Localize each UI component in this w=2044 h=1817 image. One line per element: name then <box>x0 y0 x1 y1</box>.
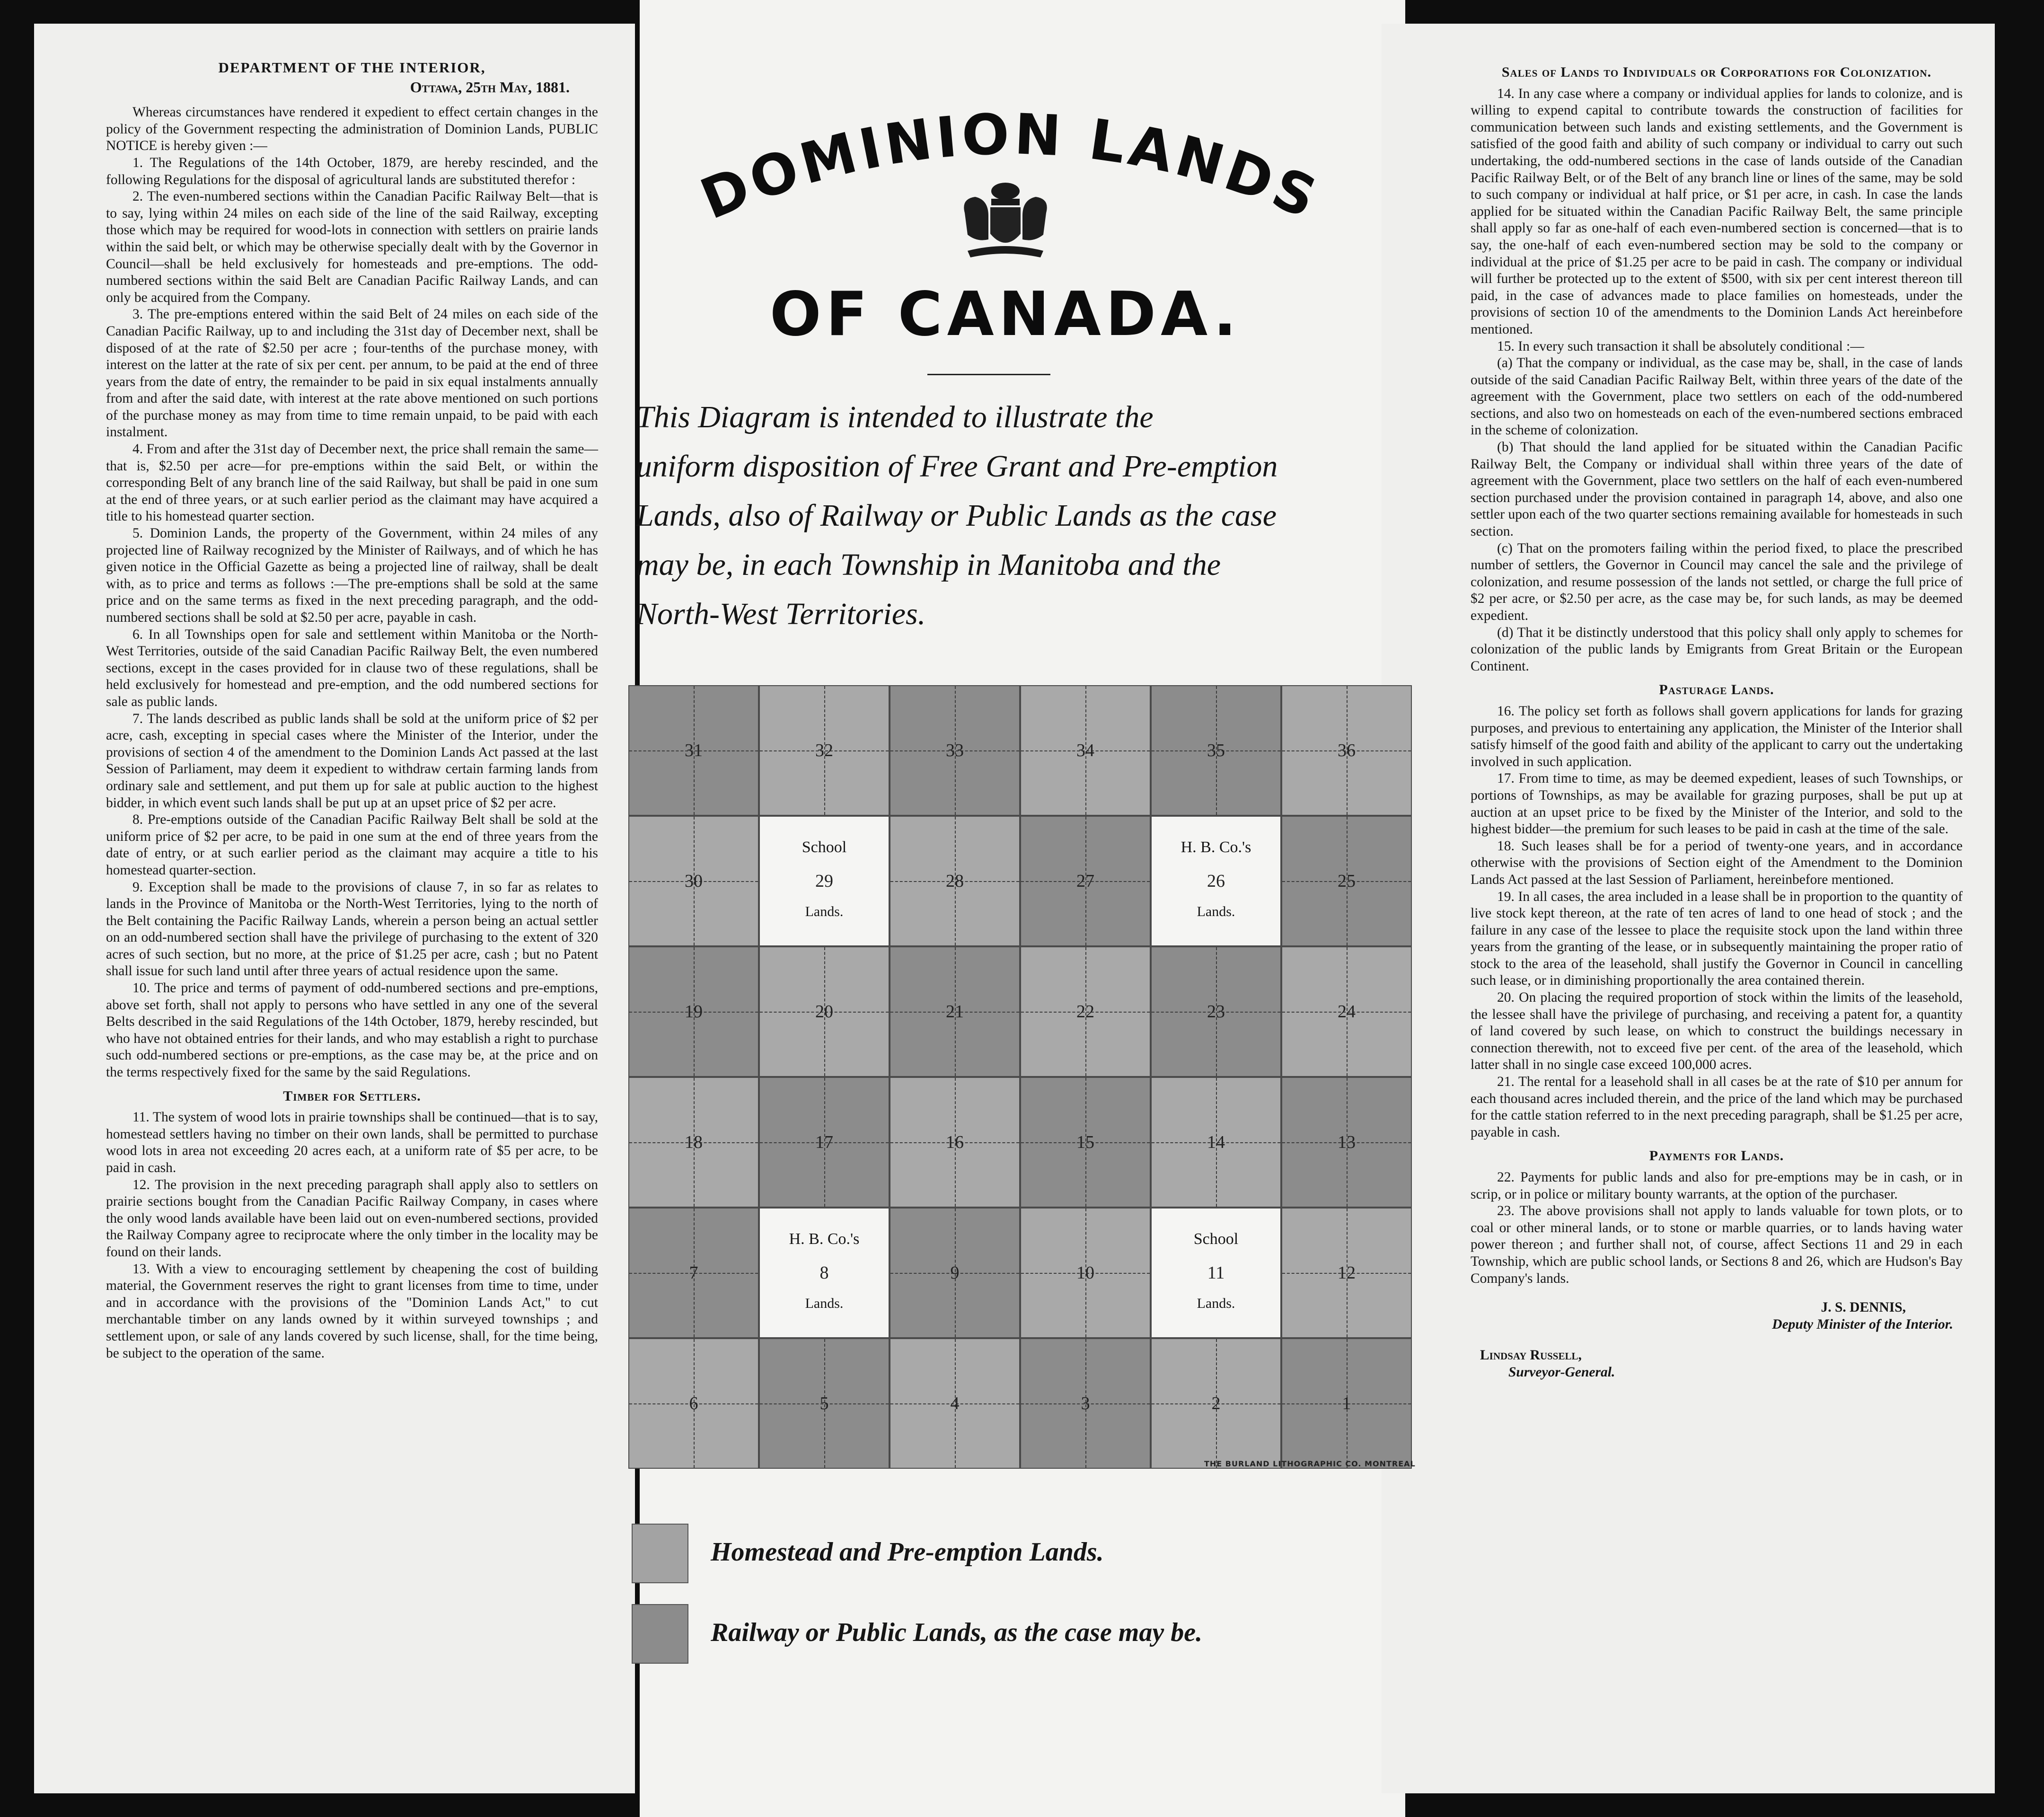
section-28 <box>890 816 1020 946</box>
title-divider <box>927 374 1050 375</box>
section-number: 13 <box>1338 1132 1356 1152</box>
section-number: 27 <box>1076 871 1094 891</box>
paragraph: 8. Pre-emptions outside of the Canadian Pacific Railway Belt shall be sold at the uniform price of $2 per acre, to be paid in one sum at the end of three years from the date of entry, or at such earlier period as the claimant may acquire a title to his homestead quarter-section. <box>106 812 598 878</box>
paragraph: Whereas circumstances have rendered it expedient to effect certain changes in the policy of the Government respecting the administration of Dominion Lands, PUBLIC NOTICE is hereby given :— <box>106 105 598 154</box>
dateline: Ottawa, 25th May, 1881. <box>410 78 570 96</box>
section-29 <box>759 816 890 946</box>
section-15 <box>1020 1077 1151 1208</box>
section-number: 5 <box>819 1394 829 1413</box>
left-paragraphs <box>106 104 598 1081</box>
section-34 <box>1020 685 1151 816</box>
section-owner-label: H. B. Co.'s <box>789 1230 860 1248</box>
diagram-description <box>636 393 1403 639</box>
signature-russell-title: Surveyor-General. <box>1508 1364 1615 1380</box>
section-32 <box>759 685 890 816</box>
section-number: 11 <box>1207 1263 1225 1283</box>
paragraph: (b) That should the land applied for be situated within the Canadian Pacific Railway Belt, the Company or individual shall within three years of the date of agreement with the Government, place two settlers on the half of each even-numbered section purchased under the provision contained in paragraph 14, above, and also one settler upon each of the two quarter sections remaining available for homesteads in such section. <box>1471 440 1963 539</box>
section-number: 10 <box>1076 1263 1094 1283</box>
paragraph: 17. From time to time, as may be deemed expedient, leases of such Townships, or portions of Townships, as may be available for grazing purposes, shall be put up at auction at an upset price to be fixed by the Minister of the Interior, and sold to the highest bidder—the premium for such leases to be paid in cash at the time of the sale. <box>1471 771 1963 837</box>
pasturage-heading: Pasturage Lands. <box>1659 682 1774 698</box>
paragraph: 10. The price and terms of payment of odd-numbered sections and pre-emptions, above set forth, shall not apply to persons who have settled in any one of the several Belts described in the said Regulations of the 14th October, 1879, hereby rescinded, but who have not obtained entries for their lands, and who may establish a right to purchase such odd-numbered sections or pre-emptions, as the case may be, at the price and on the terms respectively fixed for the same by the said Regulations. <box>106 980 598 1080</box>
section-number: 12 <box>1338 1263 1356 1283</box>
description-line: North-West Territories. <box>636 597 926 631</box>
paragraph: 11. The system of wood lots in prairie townships shall be continued—that is to say, homestead settlers having no timber on their own lands, shall be permitted to purchase wood lots in area not exceeding 20 acres each, at a uniform rate of $5 per acre, to be paid in cash. <box>106 1110 598 1175</box>
section-number: 9 <box>950 1263 960 1283</box>
section-8 <box>759 1208 890 1338</box>
colonization-heading: Sales of Lands to Individuals or Corporations for Colonization. <box>1501 64 1932 80</box>
paragraph: (a) That the company or individual, as the case may be, shall, in the case of lands outside of the said Canadian Pacific Railway Belt, within three years of the date of the agreement with the Government, place two settlers on each of the odd-numbered sections, and also two on homesteads on each of the even-numbered sections embraced in the scheme of colonization. <box>1471 355 1963 438</box>
legend-swatch <box>632 1604 688 1664</box>
section-number: 36 <box>1338 741 1356 760</box>
legend-swatch <box>632 1524 688 1583</box>
paragraph: 12. The provision in the next preceding paragraph shall apply also to settlers on prairie sections bought from the Canadian Pacific Railway Company, in cases where the only wood lands available have been laid out on even-numbered sections, provided the Railway Company agree to reciprocate where the only timber in the locality may be found on their lands. <box>106 1177 598 1260</box>
paragraph: 23. The above provisions shall not apply to lands valuable for town plots, or to coal or other mineral lands, or to stone or marble quarries, or to lands having water power thereon ; and further shall not, of course, affect Sections 11 and 29 in each Township, which are public school lands, or Sections 8 and 26, which are Hudson's Bay Company's lands. <box>1471 1203 1963 1286</box>
legend-label: Railway or Public Lands, as the case may be. <box>711 1618 1203 1647</box>
paragraph: 7. The lands described as public lands shall be sold at the uniform price of $2 per acre, cash, excepting in special cases where the Minister of the Interior, under the provisions of section 4 of the amendment to the Dominion Lands Act passed at the last Session of Parliament, may deem it expedient to withdraw certain farming lands from ordinary sale and settlement, and put them up for sale at public auction to the highest bidder, in which event such lands shall be put up at an upset price of $2 per acre. <box>106 711 598 811</box>
right-panel <box>1382 24 1995 1793</box>
section-number: 29 <box>815 871 833 891</box>
svg-text:DOMINION LANDS: DOMINION LANDS <box>691 101 1329 232</box>
section-16 <box>890 1077 1020 1208</box>
paragraph: 4. From and after the 31st day of December next, the price shall remain the same—that is, $2.50 per acre—for pre-emptions within the said Belt, or within the corresponding Belt of any branch line of the said Railway, but shall be paid in one sum at the end of three years, or at such earlier period as the claimant may have acquired a title to his homestead quarter section. <box>106 441 598 524</box>
section-2 <box>1151 1338 1281 1469</box>
paragraph: (c) That on the promoters failing within the period fixed, to place the prescribed number of settlers, the Governor in Council may cancel the sale and the privilege of colonization, and resume possession of the lands not settled, or charge the full price of $2 per acre, or $2.50 per acre, as the case may be, for such lands, as may be deemed expedient. <box>1471 540 1963 623</box>
description-line: Lands, also of Railway or Public Lands as the case <box>636 498 1277 533</box>
royal-crest-icon <box>949 180 1062 260</box>
right-paragraphs-pasturage <box>1471 703 1963 1141</box>
section-9 <box>890 1208 1020 1338</box>
section-number: 16 <box>946 1132 964 1152</box>
section-4 <box>890 1338 1020 1469</box>
section-number: 15 <box>1076 1132 1094 1152</box>
section-number: 22 <box>1076 1002 1094 1022</box>
department-heading: DEPARTMENT OF THE INTERIOR, <box>218 59 486 76</box>
section-lands-label: Lands. <box>1197 1296 1235 1311</box>
section-number: 30 <box>685 871 703 891</box>
description-line: may be, in each Township in Manitoba and the <box>636 547 1221 582</box>
township-diagram <box>628 685 1410 1469</box>
section-number: 35 <box>1207 741 1225 760</box>
payments-heading: Payments for Lands. <box>1649 1148 1784 1164</box>
section-lands-label: Lands. <box>1197 904 1235 919</box>
left-paragraphs-timber <box>106 1109 598 1362</box>
right-column <box>1471 64 1963 1381</box>
left-panel <box>34 24 635 1793</box>
signature-russell: Lindsay Russell, <box>1480 1348 1582 1363</box>
timber-heading: Timber for Settlers. <box>283 1088 421 1104</box>
section-number: 17 <box>815 1132 833 1152</box>
paragraph: 9. Exception shall be made to the provisions of clause 7, in so far as relates to lands in the Province of Manitoba or the North-West Territories, lying to the north of the Belt containing the Pacific Railway Lands, wherein a person being an actual settler on an odd-numbered section shall have the privilege of purchasing to the extent of 320 acres of such section, but no more, at the price of $1.25 per acre, cash ; but no Patent shall issue for such land until after three years of actual residence upon the same. <box>106 879 598 979</box>
description-line: uniform disposition of Free Grant and Pre-emption <box>636 449 1278 484</box>
lithographer-credit: THE BURLAND LITHOGRAPHIC CO. MONTREAL <box>1204 1459 1416 1468</box>
section-number: 2 <box>1211 1394 1221 1413</box>
section-33 <box>890 685 1020 816</box>
section-23 <box>1151 946 1281 1077</box>
section-number: 7 <box>689 1263 698 1283</box>
section-number: 4 <box>950 1394 960 1413</box>
section-5 <box>759 1338 890 1469</box>
section-owner-label: School <box>1193 1230 1239 1248</box>
section-10 <box>1020 1208 1151 1338</box>
left-column <box>106 59 598 1362</box>
section-number: 14 <box>1207 1132 1225 1152</box>
section-number: 3 <box>1081 1394 1090 1413</box>
paragraph: 22. Payments for public lands and also for pre-emptions may be in cash, or in scrip, or in police or military bounty warrants, at the option of the purchaser. <box>1471 1170 1963 1202</box>
section-owner-label: H. B. Co.'s <box>1181 838 1251 856</box>
signature-dennis: J. S. DENNIS, <box>1821 1300 1906 1315</box>
section-number: 26 <box>1207 871 1225 891</box>
section-25 <box>1281 816 1412 946</box>
section-number: 34 <box>1076 741 1094 760</box>
section-26 <box>1151 816 1281 946</box>
section-number: 32 <box>815 741 833 760</box>
description-line: This Diagram is intended to illustrate the <box>636 400 1154 434</box>
section-30 <box>628 816 759 946</box>
section-number: 33 <box>946 741 964 760</box>
title-of-canada: OF CANADA. <box>769 279 1242 350</box>
paragraph: (d) That it be distinctly understood that this policy shall only apply to schemes for colonization of the public lands by Emigrants from Great Britain or the European Continent. <box>1471 625 1963 674</box>
paragraph: 5. Dominion Lands, the property of the Government, within 24 miles of any projected line of Railway recognized by the Minister of Railways, and of which he has given notice in the Official Gazette as being a projected line of railway, shall be dealt with, as to price and terms as follows :—The pre-emptions shall be sold at the same price and on the same terms as fixed in the next preceding paragraph, and the odd-numbered sections shall be sold at $2.50 per acre, payable in cash. <box>106 526 598 625</box>
section-20 <box>759 946 890 1077</box>
section-1 <box>1281 1338 1412 1469</box>
section-owner-label: School <box>802 838 847 856</box>
section-17 <box>759 1077 890 1208</box>
section-35 <box>1151 685 1281 816</box>
section-number: 8 <box>819 1263 829 1283</box>
paragraph: 16. The policy set forth as follows shall govern applications for lands for grazing purposes, and previous to entertaining any application, the Minister of the Interior shall satisfy himself of the good faith and ability of the applicant to carry out the undertaking involved in such application. <box>1471 703 1963 769</box>
paragraph: 21. The rental for a leasehold shall in all cases be at the rate of $10 per annum for each thousand acres included therein, and the price of the land which may be purchased for the cattle station referred to in the next preceding paragraph, shall be $1.25 per acre, payable in cash. <box>1471 1074 1963 1140</box>
section-number: 23 <box>1207 1002 1225 1022</box>
section-18 <box>628 1077 759 1208</box>
section-21 <box>890 946 1020 1077</box>
section-12 <box>1281 1208 1412 1338</box>
section-lands-label: Lands. <box>805 904 844 919</box>
section-14 <box>1151 1077 1281 1208</box>
paragraph: 1. The Regulations of the 14th October, 1879, are hereby rescinded, and the following Regulations for the disposal of agricultural lands are substituted therefor : <box>106 155 598 187</box>
section-27 <box>1020 816 1151 946</box>
right-paragraphs-colonization <box>1471 86 1963 675</box>
section-22 <box>1020 946 1151 1077</box>
section-11 <box>1151 1208 1281 1338</box>
section-number: 19 <box>685 1002 703 1022</box>
paragraph: 14. In any case where a company or individual applies for lands to colonize, and is willing to expend capital to contribute towards the construction of facilities for communication between such lands and existing settlements, and the Government is satisfied of the good faith and ability of such company or individual to carry out such undertaking, the odd-numbered sections in the case of lands outside of the Canadian Pacific Railway Belt, or of the Belt of any branch line or lines of the same, may be sold to such company or individual at half price, or $1 per acre, in cash. In case the lands applied for be situated within the Canadian Pacific Railway Belt, the same principle shall apply so far as one-half of each even-numbered section is concerned—that is to say, the one-half of each even-numbered section may be sold to the company or individual at the price of $1.25 per acre to be paid in cash. The company or individual will further be protected up to the extent of $500, with six per cent interest thereon till paid, in the case of advances made to place families on homesteads, under the provisions of section 10 of the amendments to the Dominion Lands Act hereinbefore mentioned. <box>1471 86 1963 337</box>
section-24 <box>1281 946 1412 1077</box>
paragraph: 2. The even-numbered sections within the Canadian Pacific Railway Belt—that is to say, lying within 24 miles on each side of the line of the said Railway, excepting those which may be required for wood-lots in connection with settlers on prairie lands within the said belt, or which may be otherwise specially dealt with by the Governor in Council—shall be held exclusively for homesteads and pre-emptions. The odd-numbered sections within the said Belt are Canadian Pacific Railway Lands, and can only be acquired from the Company. <box>106 189 598 305</box>
section-number: 28 <box>946 871 964 891</box>
legend-label: Homestead and Pre-emption Lands. <box>711 1537 1104 1567</box>
paragraph: 20. On placing the required proportion of stock within the limits of the leasehold, the lessee shall have the privilege of purchasing, and receiving a patent for, a quantity of land covered by such lease, on which to construct the buildings necessary in connection therewith, not to exceed five per cent. of the area of the leasehold, which latter shall in no single case exceed 100,000 acres. <box>1471 990 1963 1073</box>
section-number: 21 <box>946 1002 964 1022</box>
section-13 <box>1281 1077 1412 1208</box>
paragraph: 19. In all cases, the area included in a lease shall be in proportion to the quantity of live stock kept thereon, at the rate of ten acres of land to one head of stock ; and the failure in any case of the lessee to place the requisite stock upon the land within three years from the granting of the lease, or in subsequently maintaining the proper ratio of stock to the area of the leasehold, shall justify the Governor in Council in cancelling such lease, or in diminishing proportionally the area contained therein. <box>1471 889 1963 988</box>
section-number: 24 <box>1338 1002 1356 1022</box>
section-number: 20 <box>815 1002 833 1022</box>
paragraph: 15. In every such transaction it shall be absolutely conditional :— <box>1497 338 1864 354</box>
section-lands-label: Lands. <box>805 1296 844 1311</box>
section-6 <box>628 1338 759 1469</box>
section-number: 31 <box>685 741 703 760</box>
section-19 <box>628 946 759 1077</box>
section-36 <box>1281 685 1412 816</box>
section-number: 6 <box>689 1394 698 1413</box>
section-number: 18 <box>685 1132 703 1152</box>
paragraph: 3. The pre-emptions entered within the said Belt of 24 miles on each side of the Canadian Pacific Railway, up to and including the 31st day of December next, shall be disposed of at the rate of $2.50 per acre ; four-tenths of the purchase money, with interest on the latter at the rate of six per cent. per annum, to be paid at the end of three years from the date of entry, the remainder to be paid in six equal instalments annually from and after the said date, with interest at the rate above mentioned on such portions of the purchase money as may from time to time remain unpaid, to be paid with each instalment. <box>106 307 598 440</box>
section-31 <box>628 685 759 816</box>
paragraph: 18. Such leases shall be for a period of twenty-one years, and in accordance otherwise with the provisions of Section eight of the Amendment to the Dominion Lands Act passed at the last Session of Parliament, hereinbefore mentioned. <box>1471 838 1963 887</box>
right-paragraphs-payments <box>1471 1169 1963 1287</box>
section-3 <box>1020 1338 1151 1469</box>
paragraph: 13. With a view to encouraging settlement by cheapening the cost of building material, the Government reserves the right to grant licenses from time to time, under and in accordance with the provisions of the "Dominion Lands Act," to cut merchantable timber on any lands owned by it within surveyed townships ; and settlement upon, or sale of any lands covered by such license, shall, for the time being, be subject to the operation of the same. <box>106 1261 598 1361</box>
section-number: 1 <box>1342 1394 1351 1413</box>
signature-dennis-title: Deputy Minister of the Interior. <box>1772 1316 1953 1332</box>
section-7 <box>628 1208 759 1338</box>
section-number: 25 <box>1338 871 1356 891</box>
paragraph: 6. In all Townships open for sale and settlement within Manitoba or the North-West Territories, outside of the said Canadian Pacific Railway Belt, the even numbered sections, except in the cases provided for in clause two of these regulations, shall be held exclusively for homestead and pre-emption, and the odd numbered sections for sale as public lands. <box>106 626 598 709</box>
